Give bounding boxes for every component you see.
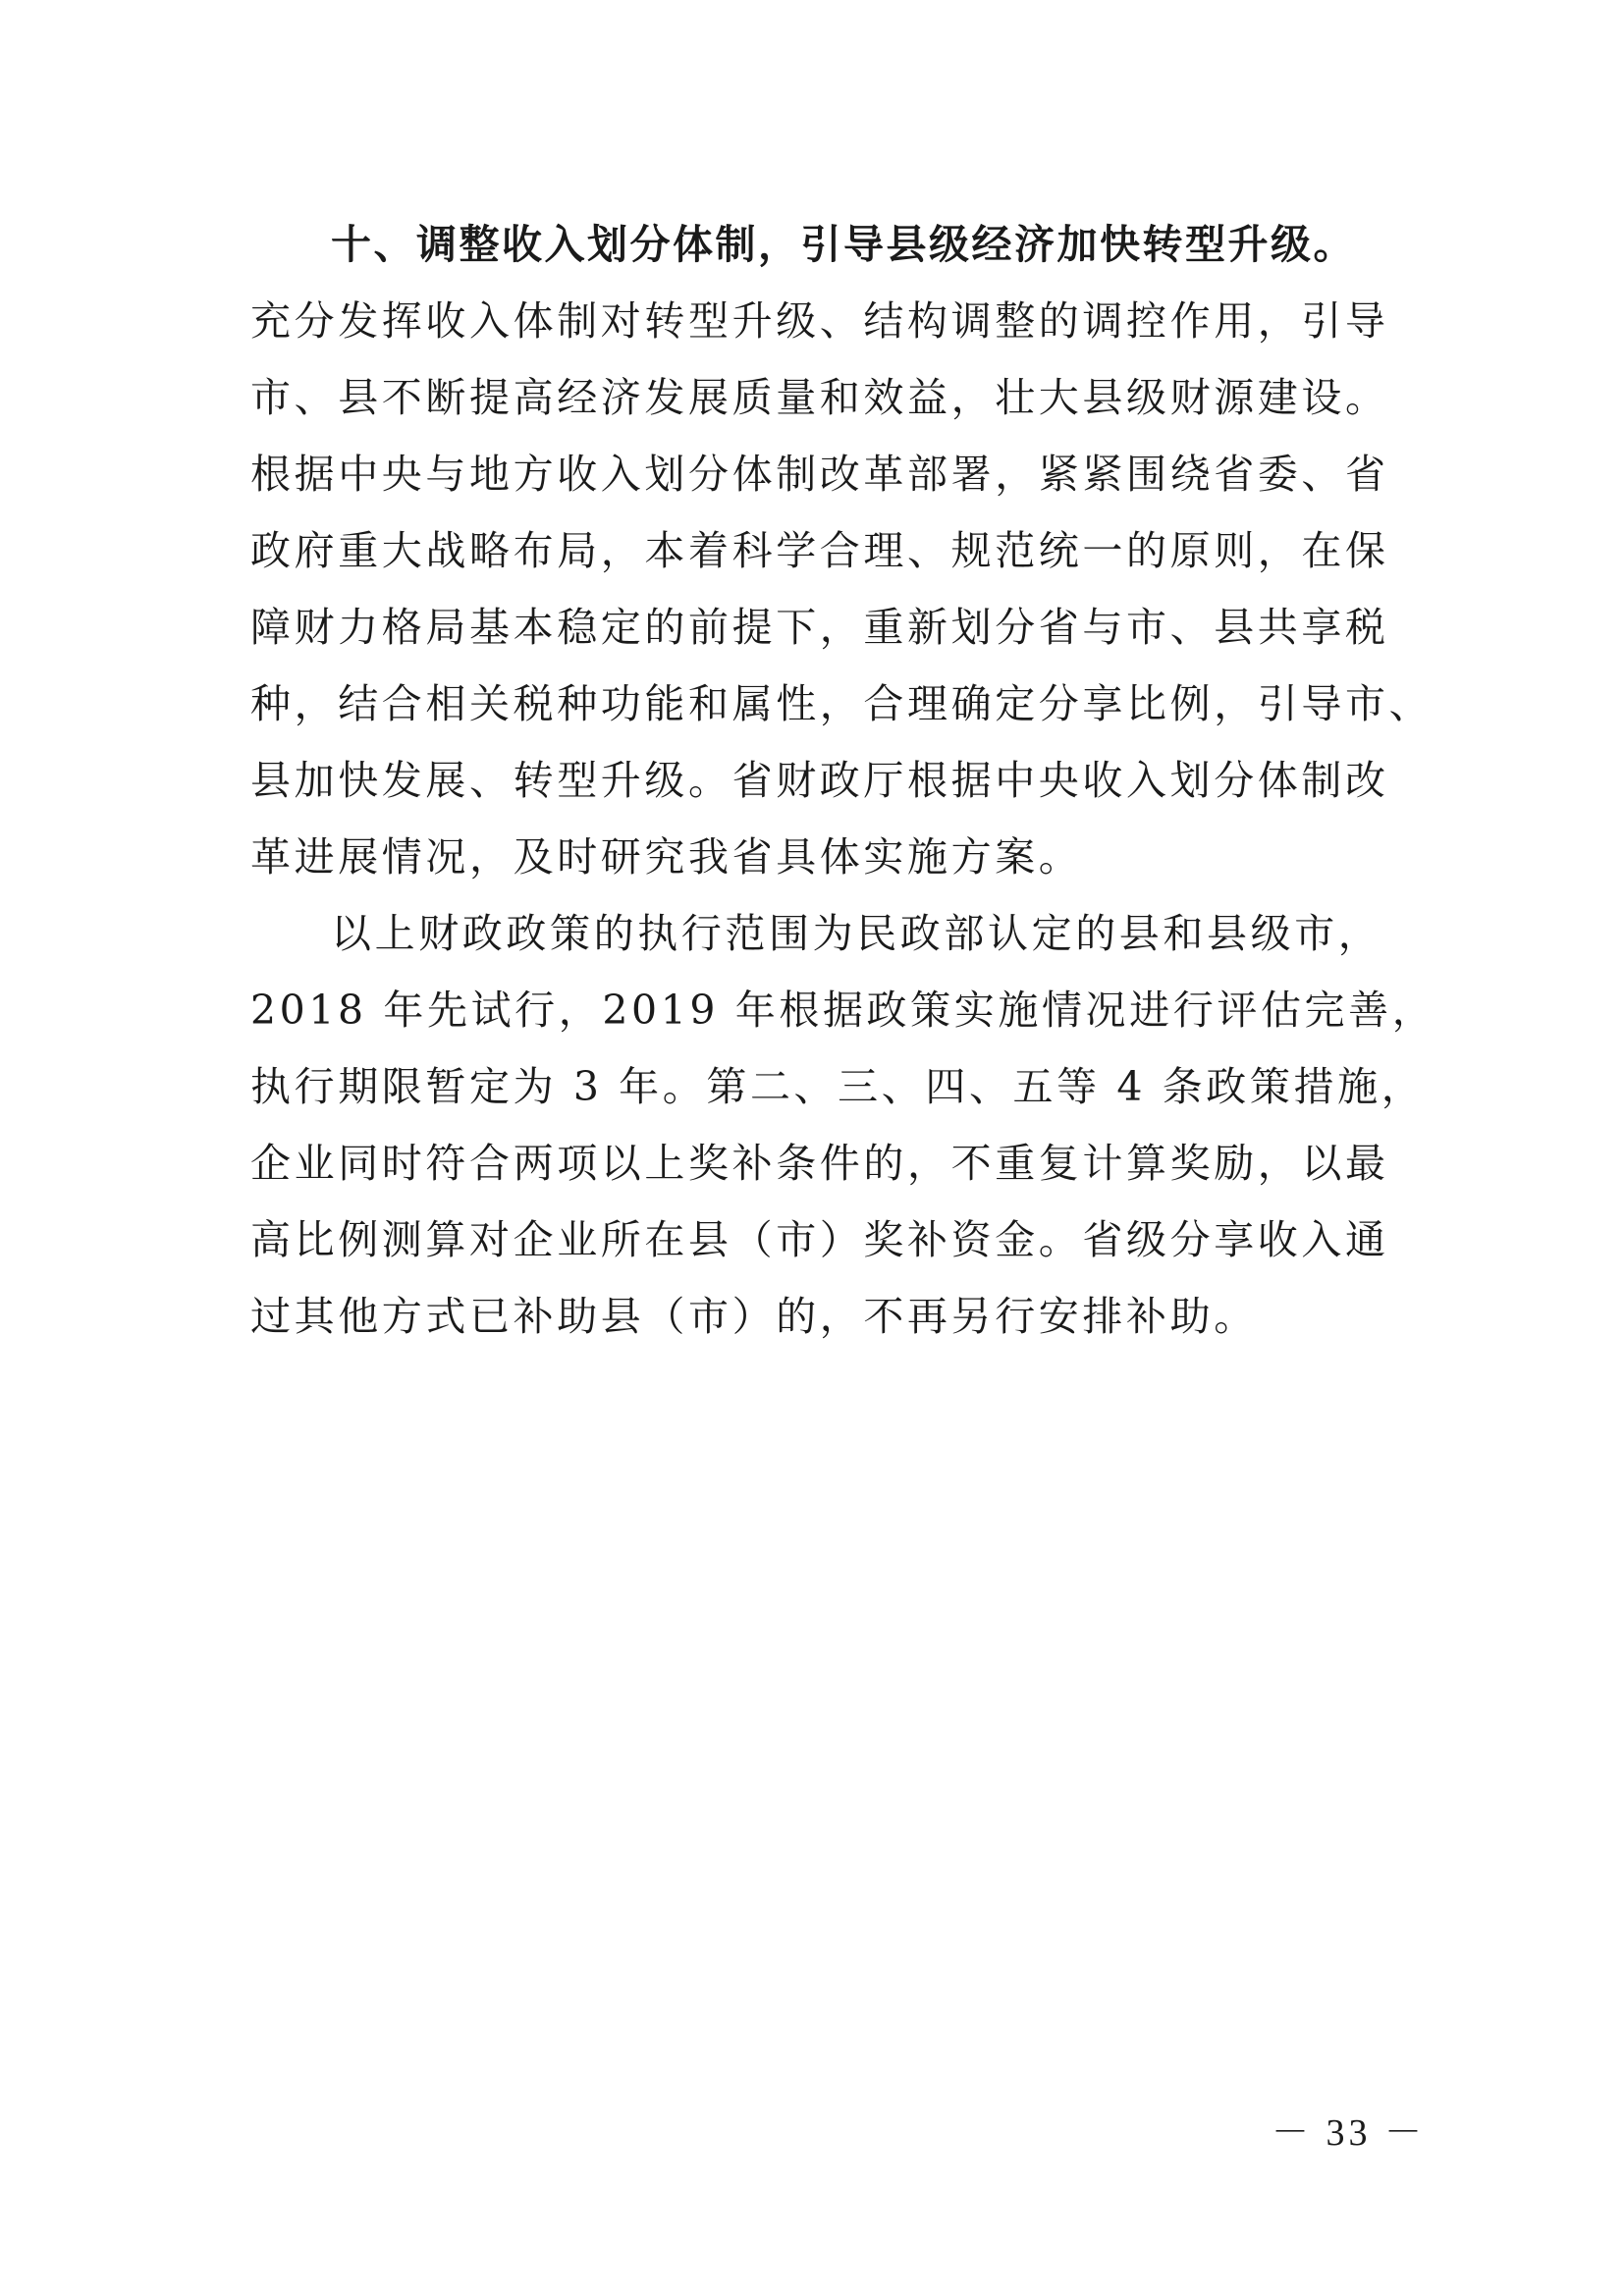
paragraph-line: 政府重大战略布局，本着科学合理、规范统一的原则，在保 [250,527,1389,574]
section-heading: 十、调整收入划分体制，引导县级经济加快转型升级。 [331,221,1356,268]
paragraph-line: 过其他方式已补助县（市）的，不再另行安排补助。 [250,1293,1258,1340]
paragraph-line: 种，结合相关税种功能和属性，合理确定分享比例，引导市、 [250,680,1434,727]
paragraph-line: 执行期限暂定为 3 年。第二、三、四、五等 4 条政策措施， [250,1063,1426,1110]
paragraph-line: 县加快发展、转型升级。省财政厅根据中央收入划分体制改 [250,757,1389,804]
paragraph-line: 市、县不断提高经济发展质量和效益，壮大县级财源建设。 [250,374,1389,421]
paragraph-line: 2018 年先试行，2019 年根据政策实施情况进行评估完善， [250,987,1436,1034]
paragraph-line: 革进展情况，及时研究我省具体实施方案。 [250,833,1083,881]
paragraph-line: 企业同时符合两项以上奖补条件的，不重复计算奖励，以最 [250,1140,1389,1187]
paragraph-line: 以上财政政策的执行范围为民政部认定的县和县级市， [331,910,1382,957]
paragraph-line: 高比例测算对企业所在县（市）奖补资金。省级分享收入通 [250,1216,1389,1263]
paragraph-line: 根据中央与地方收入划分体制改革部署，紧紧围绕省委、省 [250,451,1389,498]
paragraph-line: 充分发挥收入体制对转型升级、结构调整的调控作用，引导 [250,297,1389,345]
paragraph-line: 障财力格局基本稳定的前提下，重新划分省与市、县共享税 [250,604,1389,651]
page-number: － 33 － [1272,2112,1427,2154]
